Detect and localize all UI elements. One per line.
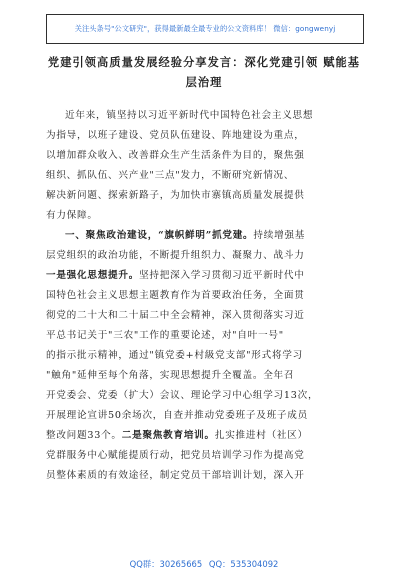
document-body: [46, 106, 364, 486]
body-line: [46, 406, 364, 426]
footer-contact: [0, 558, 408, 572]
text-run: 持续增强基: [253, 230, 306, 241]
text-run: 平总书记关于"三农"工作的重要论述，对"自叶一号": [46, 330, 284, 341]
body-line: [46, 386, 364, 406]
text-run: 员整体素质的有效途径，制定党员干部培训计划，深入开: [46, 470, 305, 481]
text-run: 党群服务中心赋能提质行动，把党员培训学习作为提高党: [46, 450, 305, 461]
body-line: [46, 306, 364, 326]
header-notice-box: [46, 14, 364, 44]
text-run: 开展理论宣讲50余场次，自查并推动党委班子及班子成员: [46, 410, 308, 421]
document-title: [40, 52, 368, 92]
text-run: 有力保障。: [46, 210, 98, 221]
body-line: [46, 146, 364, 166]
text-run: 为指导，以班子建设、党员队伍建设、阵地建设为重点，: [46, 130, 305, 141]
qq-number: QQ：535304092: [208, 559, 279, 569]
text-run: 扎实推进村（社区）: [214, 430, 308, 441]
body-line: [46, 186, 364, 206]
text-run: 近年来，镇坚持以习近平新时代中国特色社会主义思想: [65, 110, 314, 121]
subheading: 一是强化思想提升。: [46, 270, 140, 281]
text-run: 坚持把深入学习贯彻习近平新时代中: [139, 270, 305, 281]
title-line: 党建引领高质量发展经验分享发言：深化党建引领 赋能基: [47, 55, 361, 69]
body-line: [46, 326, 364, 346]
text-run: 整改问题33个。: [46, 430, 122, 441]
text-run: 国特色社会主义思想主题教育作为首要政治任务，全面贯: [46, 290, 305, 301]
qq-group-number: QQ群：30265665: [129, 559, 203, 569]
text-run: 解决新问题、探索新路子，为加快市寨镇高质量发展提供: [46, 190, 305, 201]
body-line: [46, 286, 364, 306]
body-line: [46, 166, 364, 186]
text-run: 以增加群众收入、改善群众生产生活条件为目的，聚焦强: [46, 150, 305, 161]
text-run: 层党组织的政治功能，不断提升组织力、凝聚力、战斗力: [46, 250, 305, 261]
body-line: [46, 206, 364, 226]
body-line: [46, 466, 364, 486]
body-line: [46, 446, 364, 466]
body-line: [46, 426, 364, 446]
body-line: [46, 106, 364, 126]
subheading: 二是聚焦教育培训。: [121, 430, 215, 441]
text-run: 开党委会、党委（扩大）会议、理论学习中心组学习13次，: [46, 390, 319, 401]
body-line: [46, 366, 364, 386]
body-line: [46, 346, 364, 366]
body-line: [46, 226, 364, 246]
title-line: 层治理: [185, 75, 223, 89]
text-run: 彻党的二十大和二十届二中全会精神，深入贯彻落实习近: [46, 310, 305, 321]
text-run: 的指示批示精神，通过"镇党委+村級党支部"形式将学习: [46, 350, 304, 361]
body-line: [46, 246, 364, 266]
text-run: 组织、抓队伍、兴产业"三点"发力，不断研究新情况、: [46, 170, 295, 181]
body-line: [46, 266, 364, 286]
section-heading: 一、聚焦政治建设，“旗帜鲜明”抓党建。: [65, 230, 254, 241]
text-run: "触角"延伸至每个角落，实现思想提升全覆盖。全年召: [46, 370, 295, 381]
header-notice: 关注头条号"公文研究"，获得最新最全最专业的公文资料库！ 微信：gongwenyj: [74, 24, 336, 33]
body-line: [46, 126, 364, 146]
